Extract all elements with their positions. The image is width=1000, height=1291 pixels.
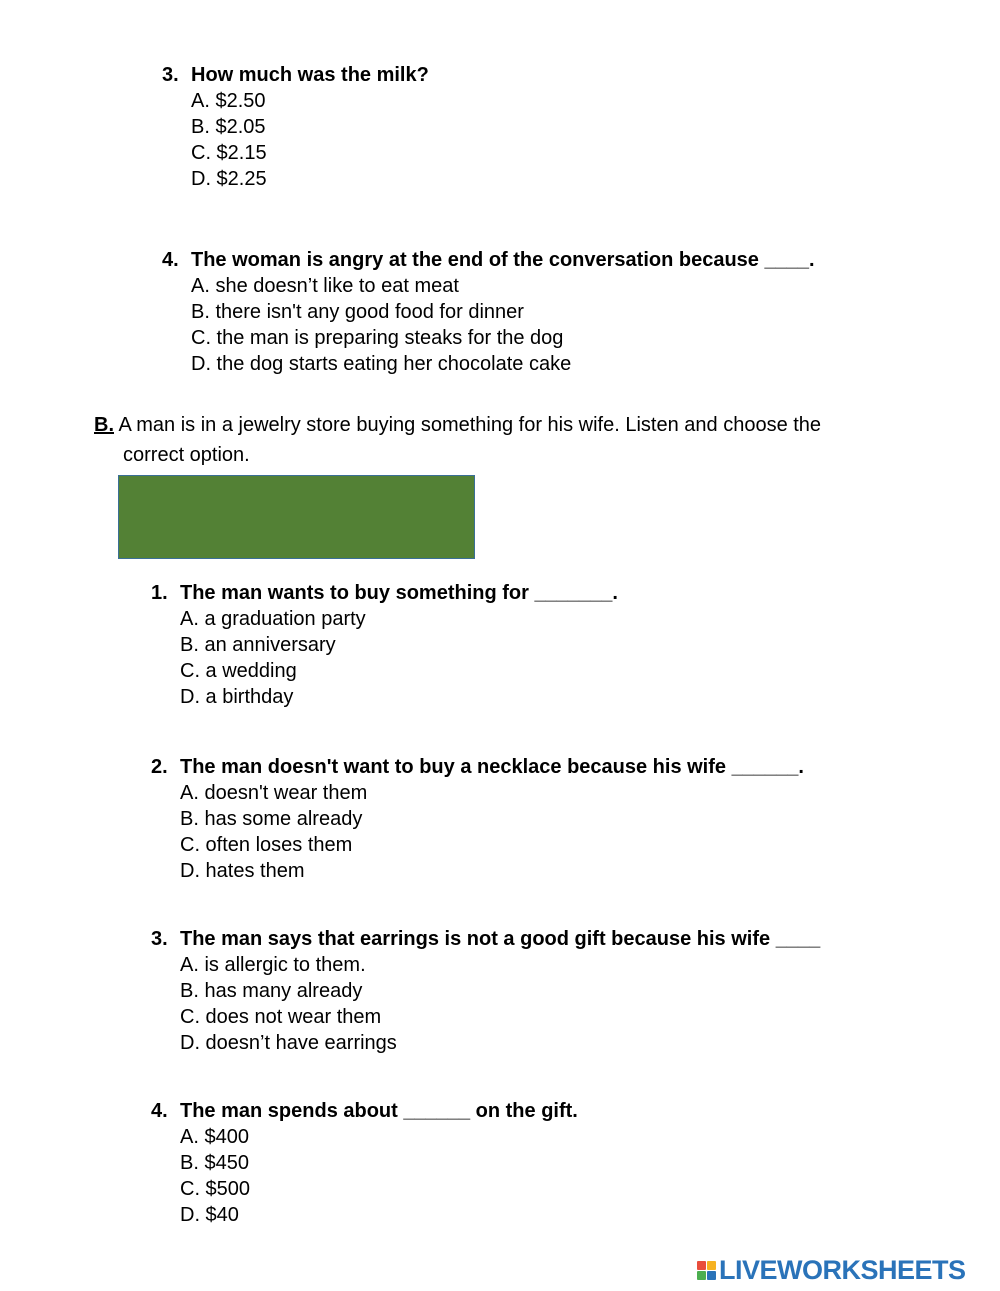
intro-line-1 [94, 410, 944, 440]
option-d[interactable]: D. hates them [180, 860, 305, 882]
question-text: The man spends about ______ on the gift. [180, 1100, 578, 1122]
question-b4 [151, 1098, 578, 1228]
option-d[interactable]: D. doesn’t have earrings [180, 1032, 397, 1054]
option-c[interactable]: C. $2.15 [191, 142, 267, 164]
question-b3 [151, 926, 820, 1056]
option-a[interactable]: A. she doesn’t like to eat meat [191, 275, 459, 297]
question-number: 3. [162, 64, 179, 86]
option-list [162, 88, 429, 192]
option-c[interactable]: C. $500 [180, 1178, 251, 1200]
option-d[interactable]: D. a birthday [180, 686, 294, 708]
option-list [151, 1124, 578, 1228]
intro-line-2: correct option. [123, 444, 250, 466]
option-list [151, 606, 618, 710]
logo-block [697, 1261, 706, 1270]
option-b[interactable]: B. $450 [180, 1152, 249, 1174]
section-letter: B. [94, 414, 114, 436]
question-text: How much was the milk? [191, 64, 429, 86]
question-stem [151, 926, 820, 952]
question-number: 4. [151, 1100, 168, 1122]
question-text: The man wants to buy something for _______. [180, 582, 618, 604]
option-c[interactable]: C. does not wear them [180, 1006, 382, 1028]
option-c[interactable]: C. often loses them [180, 834, 353, 856]
option-a[interactable]: A. is allergic to them. [180, 954, 366, 976]
option-a[interactable]: A. doesn't wear them [180, 782, 368, 804]
option-d[interactable]: D. $2.25 [191, 168, 267, 190]
question-number: 4. [162, 249, 179, 271]
question-number: 3. [151, 928, 168, 950]
question-stem [151, 754, 804, 780]
option-b[interactable]: B. there isn't any good food for dinner [191, 301, 524, 323]
question-stem [162, 62, 429, 88]
option-b[interactable]: B. has some already [180, 808, 363, 830]
option-d[interactable]: D. the dog starts eating her chocolate cake [191, 353, 572, 375]
logo-block [707, 1261, 716, 1270]
question-b1 [151, 580, 618, 710]
question-a4 [162, 247, 815, 377]
option-c[interactable]: C. a wedding [180, 660, 297, 682]
liveworksheets-logo [697, 1256, 966, 1284]
question-b2 [151, 754, 804, 884]
question-stem [151, 1098, 578, 1124]
option-a[interactable]: A. $400 [180, 1126, 249, 1148]
question-number: 2. [151, 756, 168, 778]
logo-text: LIVEWORKSHEETS [719, 1254, 966, 1285]
question-text: The man says that earrings is not a good gift because his wife ____ [180, 928, 821, 950]
logo-block [697, 1271, 706, 1280]
option-a[interactable]: A. a graduation party [180, 608, 366, 630]
question-number: 1. [151, 582, 168, 604]
option-b[interactable]: B. an anniversary [180, 634, 336, 656]
audio-player[interactable] [118, 475, 475, 559]
question-text: The man doesn't want to buy a necklace because his wife ______. [180, 756, 804, 778]
option-list [151, 780, 804, 884]
question-stem [151, 580, 618, 606]
option-c[interactable]: C. the man is preparing steaks for the dog [191, 327, 564, 349]
option-list [151, 952, 820, 1056]
option-list [162, 273, 815, 377]
logo-block [707, 1271, 716, 1280]
option-a[interactable]: A. $2.50 [191, 90, 266, 112]
option-b[interactable]: B. has many already [180, 980, 363, 1002]
question-text: The woman is angry at the end of the conversation because ____. [191, 249, 815, 271]
section-b-intro [94, 410, 944, 470]
intro-text-1: A man is in a jewelry store buying something for his wife. Listen and choose the [114, 414, 822, 436]
question-a3 [162, 62, 429, 192]
logo-blocks-icon [697, 1261, 716, 1280]
option-d[interactable]: D. $40 [180, 1204, 239, 1226]
option-b[interactable]: B. $2.05 [191, 116, 266, 138]
question-stem [162, 247, 815, 273]
